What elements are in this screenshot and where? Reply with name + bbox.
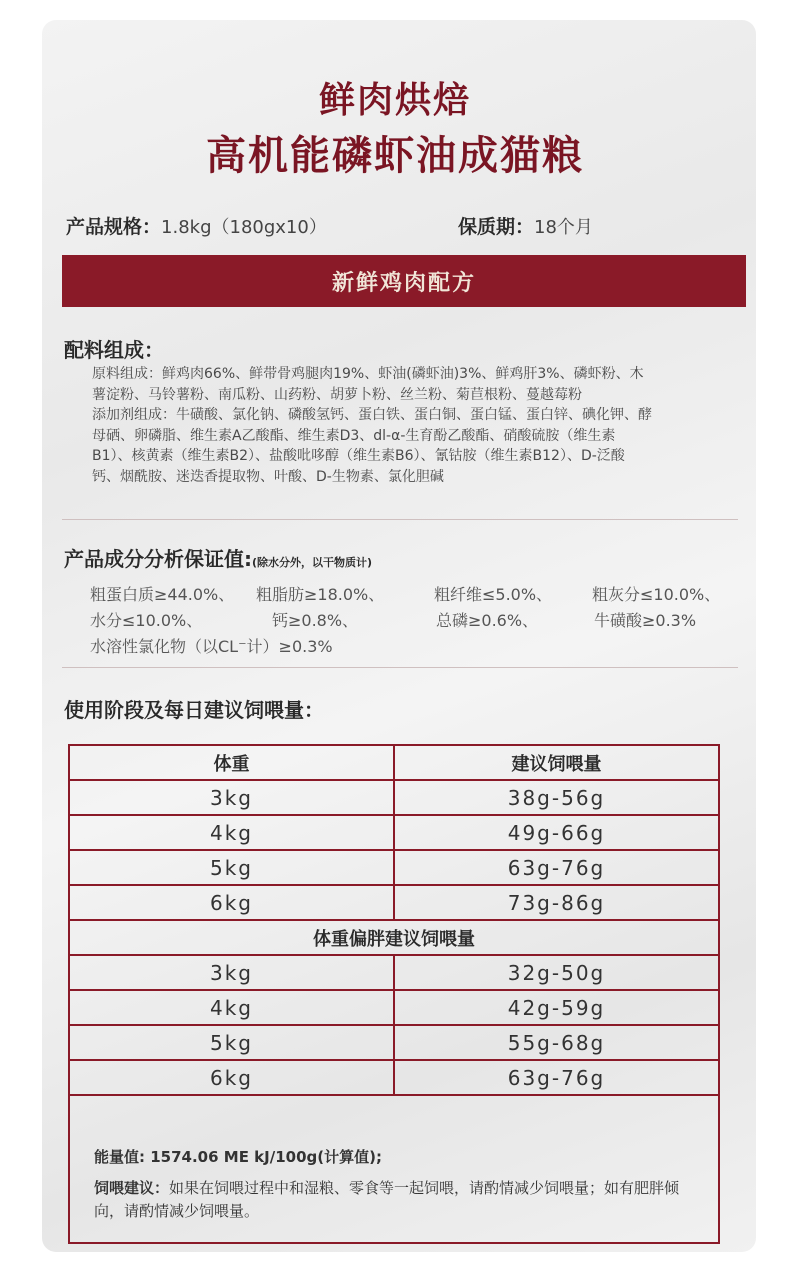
amount-cell: 63g-76g bbox=[394, 1060, 719, 1095]
table-row bbox=[69, 815, 719, 850]
additive-ingredients-line: 钙、烟酰胺、迷迭香提取物、叶酸、D-生物素、氯化胆碱 bbox=[92, 468, 444, 485]
amount-cell: 32g-50g bbox=[394, 955, 719, 990]
analysis-item: 粗纤维≤5.0%、 bbox=[434, 585, 553, 604]
additive-ingredients-line: 添加剂组成：牛磺酸、氯化钠、磷酸氢钙、蛋白铁、蛋白铜、蛋白锰、蛋白锌、碘化钾、酵 bbox=[92, 407, 652, 423]
feeding-table bbox=[68, 744, 720, 1096]
analysis-values bbox=[90, 582, 750, 660]
weight-cell: 3kg bbox=[69, 955, 394, 990]
amount-cell: 42g-59g bbox=[394, 990, 719, 1025]
additive-ingredients-line: 母硒、卵磷脂、维生素A乙酸酯、维生素D3、dl-α-生育酚乙酸酯、硝酸硫胺（维生素 bbox=[92, 427, 616, 444]
analysis-item: 粗脂肪≥18.0%、 bbox=[256, 585, 385, 604]
section-divider bbox=[62, 667, 738, 668]
column-header-weight: 体重 bbox=[69, 745, 394, 780]
table-row bbox=[69, 1025, 719, 1060]
spec-shelf-value: 18个月 bbox=[534, 217, 593, 238]
weight-cell: 5kg bbox=[69, 1025, 394, 1060]
advice-label: 饲喂建议： bbox=[94, 1179, 170, 1197]
table-row bbox=[69, 955, 719, 990]
amount-cell: 73g-86g bbox=[394, 885, 719, 920]
analysis-item: 总磷≥0.6%、 bbox=[436, 611, 539, 630]
table-row bbox=[69, 850, 719, 885]
table-row bbox=[69, 1060, 719, 1095]
table-header-row bbox=[69, 745, 719, 780]
product-title-line2: 高机能磷虾油成猫粮 bbox=[206, 133, 584, 179]
analysis-item: 钙≥0.8%、 bbox=[272, 611, 359, 630]
overweight-heading: 体重偏胖建议饲喂量 bbox=[69, 920, 719, 955]
energy-value: 能量值: 1574.06 ME kJ/100g(计算值); bbox=[94, 1148, 382, 1166]
weight-cell: 4kg bbox=[69, 815, 394, 850]
spec-shelf-life bbox=[458, 212, 593, 239]
ingredients-list bbox=[92, 364, 728, 487]
spec-shelf-label: 保质期： bbox=[458, 216, 535, 238]
table-row bbox=[69, 780, 719, 815]
column-header-amount: 建议饲喂量 bbox=[394, 745, 719, 780]
amount-cell: 49g-66g bbox=[394, 815, 719, 850]
feeding-notes bbox=[94, 1146, 704, 1231]
amount-cell: 38g-56g bbox=[394, 780, 719, 815]
weight-cell: 6kg bbox=[69, 1060, 394, 1095]
table-row bbox=[69, 990, 719, 1025]
table-row bbox=[69, 885, 719, 920]
weight-cell: 6kg bbox=[69, 885, 394, 920]
analysis-heading bbox=[64, 543, 372, 572]
analysis-item: 粗灰分≤10.0%、 bbox=[592, 585, 721, 604]
spec-size-label: 产品规格： bbox=[66, 216, 162, 238]
raw-ingredients-line: 原料组成：鲜鸡肉66%、鲜带骨鸡腿肉19%、虾油(磷虾油)3%、鲜鸡肝3%、磷虾粉、木 bbox=[92, 366, 644, 382]
spec-size-value: 1.8kg（180gx10） bbox=[161, 217, 327, 238]
advice-text: 如果在饲喂过程中和湿粮、零食等一起饲喂，请酌情减少饲喂量；如有肥胖倾向，请酌情减少饲喂量。 bbox=[94, 1179, 680, 1220]
raw-ingredients-line: 薯淀粉、马铃薯粉、南瓜粉、山药粉、胡萝卜粉、丝兰粉、菊苣根粉、蔓越莓粉 bbox=[92, 386, 582, 403]
weight-cell: 3kg bbox=[69, 780, 394, 815]
weight-cell: 4kg bbox=[69, 990, 394, 1025]
amount-cell: 63g-76g bbox=[394, 850, 719, 885]
section-divider bbox=[62, 519, 738, 520]
analysis-item: 水分≤10.0%、 bbox=[90, 611, 203, 630]
product-title-line1: 鲜肉烘焙 bbox=[318, 80, 471, 121]
analysis-note: (除水分外，以干物质计) bbox=[252, 556, 373, 569]
feeding-heading: 使用阶段及每日建议饲喂量： bbox=[64, 698, 324, 722]
analysis-heading-text: 产品成分分析保证值: bbox=[64, 547, 252, 571]
analysis-item: 粗蛋白质≥44.0%、 bbox=[90, 585, 235, 604]
spec-size bbox=[66, 212, 327, 239]
amount-cell: 55g-68g bbox=[394, 1025, 719, 1060]
additive-ingredients-line: B1）、核黄素（维生素B2）、盐酸吡哆醇（维生素B6）、氰钴胺（维生素B12）、D-泛酸 bbox=[92, 448, 625, 464]
ingredients-heading: 配料组成： bbox=[64, 338, 164, 362]
analysis-item: 水溶性氯化物（以CL⁻计）≥0.3% bbox=[90, 637, 333, 656]
formula-banner: 新鲜鸡肉配方 bbox=[62, 255, 746, 307]
analysis-item: 牛磺酸≥0.3% bbox=[594, 611, 697, 630]
weight-cell: 5kg bbox=[69, 850, 394, 885]
overweight-header-row bbox=[69, 920, 719, 955]
